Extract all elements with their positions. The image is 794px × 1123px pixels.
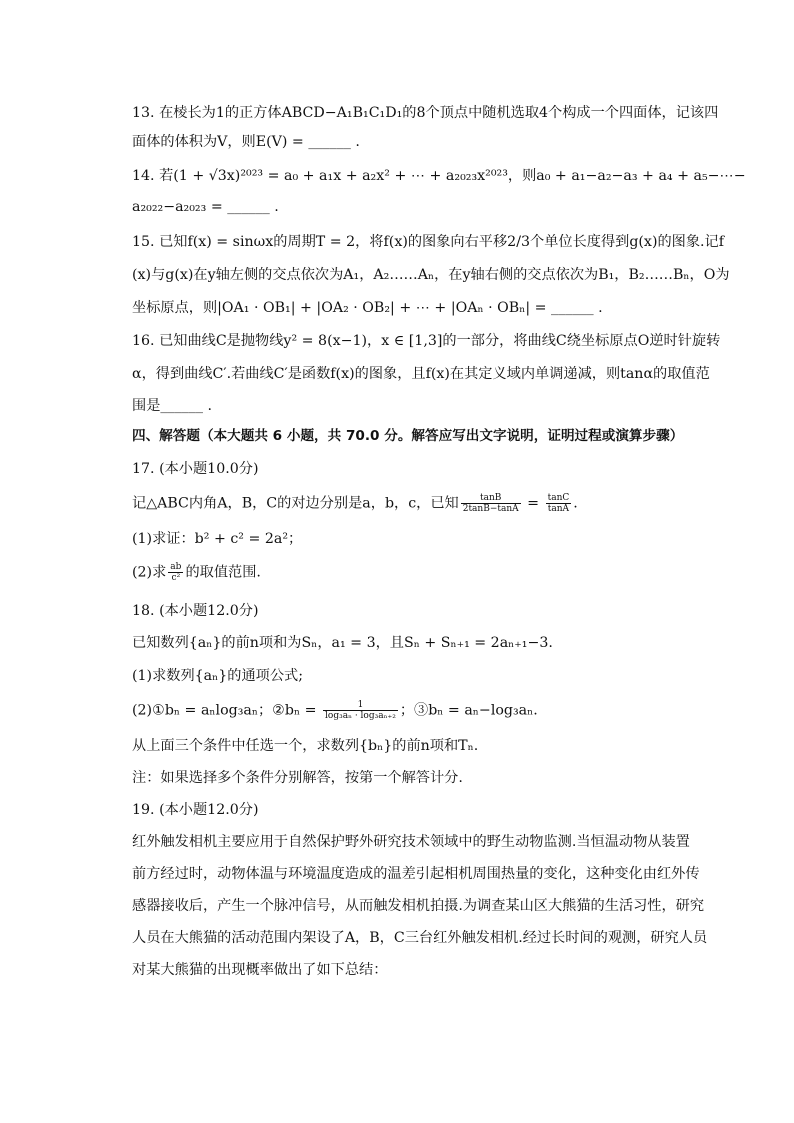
q19-header: 19. (本小题12.0分) (132, 802, 259, 818)
q16-line2: α，得到曲线C′.若曲线C′是函数f(x)的图象，且f(x)在其定义域内单调递减，则tanα的取值范 (132, 366, 710, 382)
q18-part1: (1)求数列{aₙ}的通项公式; (132, 668, 304, 684)
q18-stem: 已知数列{aₙ}的前n项和为Sₙ，a₁ = 3，且Sₙ + Sₙ₊₁ = 2aₙ₊₁−3. (132, 635, 553, 651)
q17-part2-prefix: (2)求 (132, 564, 167, 581)
q17-part2 (132, 562, 261, 583)
q14-line1: 14. 若(1 + √3x)²⁰²³ = a₀ + a₁x + a₂x² + ⋯ + a₂₀₂₃x²⁰²³，则a₀ + a₁−a₂−a₃ + a₄ + a₅−⋯− (132, 168, 746, 184)
equals-sign: = (522, 495, 544, 512)
fraction-denominator: log₃aₙ · log₃aₙ₊₂ (325, 711, 396, 721)
q18-part2-suffix: ；③bₙ = aₙ−log₃aₙ. (399, 702, 538, 719)
q15-line1: 15. 已知f(x) = sinωx的周期T = 2，将f(x)的图象向右平移2/3个单位长度得到g(x)的图象.记f (132, 234, 724, 250)
fraction (461, 493, 521, 514)
q19-para-line1: 红外触发相机主要应用于自然保护野外研究技术领域中的野生动物监测.当恒温动物从装置 (132, 834, 690, 850)
q13-line2: 面体的体积为V，则E(V) = ______ . (132, 134, 360, 150)
q15-line3: 坐标原点，则|OA₁ · OB₁| + |OA₂ · OB₂| + ⋯ + |OAₙ · OBₙ| = ______ . (132, 300, 603, 316)
q19-para-line4: 人员在大熊猫的活动范围内架设了A，B，C三台红外触发相机.经过长时间的观测，研究人员 (132, 930, 708, 946)
section-heading: 四、解答题（本大题共 6 小题，共 70.0 分。解答应写出文字说明，证明过程或演算步骤） (132, 428, 684, 444)
q16-line1: 16. 已知曲线C是抛物线y² = 8(x−1)，x ∈ [1,3]的一部分，将曲线C绕坐标原点O逆时针旋转 (132, 333, 721, 349)
q14-line2: a₂₀₂₂−a₂₀₂₃ = ______ . (132, 199, 279, 215)
q16-line3: 围是______ . (132, 398, 212, 414)
fraction (546, 493, 572, 514)
q17-stem (132, 493, 578, 514)
q19-para-line3: 感器接收后，产生一个脉冲信号，从而触发相机拍摄.为调查某山区大熊猫的生活习性，研究 (132, 898, 705, 914)
q17-part2-suffix: 的取值范围. (185, 564, 261, 581)
q17-part1: (1)求证：b² + c² = 2a²； (132, 531, 303, 547)
fraction-denominator: c² (171, 573, 181, 583)
q18-note: 注：如果选择多个条件分别解答，按第一个解答计分. (132, 770, 463, 786)
q15-line2: (x)与g(x)在y轴左侧的交点依次为A₁，A₂……Aₙ，在y轴右侧的交点依次为B₁，B₂……Bₙ，O为 (132, 267, 730, 283)
fraction-denominator: tanA (547, 504, 570, 514)
fraction-numerator: 1 (323, 700, 398, 711)
q18-header: 18. (本小题12.0分) (132, 603, 259, 619)
q17-header: 17. (本小题10.0分) (132, 461, 259, 477)
q17-stem-text: 记△ABC内角A，B，C的对边分别是a，b，c，已知 (132, 495, 459, 512)
q18-instruction: 从上面三个条件中任选一个，求数列{bₙ}的前n项和Tₙ. (132, 738, 479, 754)
fraction (168, 562, 183, 583)
fraction-numerator: tanC (547, 493, 570, 503)
q18-part2 (132, 700, 538, 721)
period: . (573, 495, 578, 512)
q18-part2-prefix: (2)①bₙ = aₙlog₃aₙ；②bₙ = (132, 702, 322, 719)
fraction-numerator: ab (170, 562, 182, 572)
fraction (323, 700, 398, 721)
q19-para-line2: 前方经过时，动物体温与环境温度造成的温差引起相机周围热量的变化，这种变化由红外传 (132, 866, 700, 882)
q13-line1: 13. 在棱长为1的正方体ABCD−A₁B₁C₁D₁的8个顶点中随机选取4个构成一个四面体，记该四 (132, 105, 719, 121)
fraction-numerator: tanB (461, 493, 521, 504)
q19-para-line5: 对某大熊猫的出现概率做出了如下总结： (132, 962, 388, 978)
fraction-denominator: 2tanB−tanA (462, 504, 519, 514)
